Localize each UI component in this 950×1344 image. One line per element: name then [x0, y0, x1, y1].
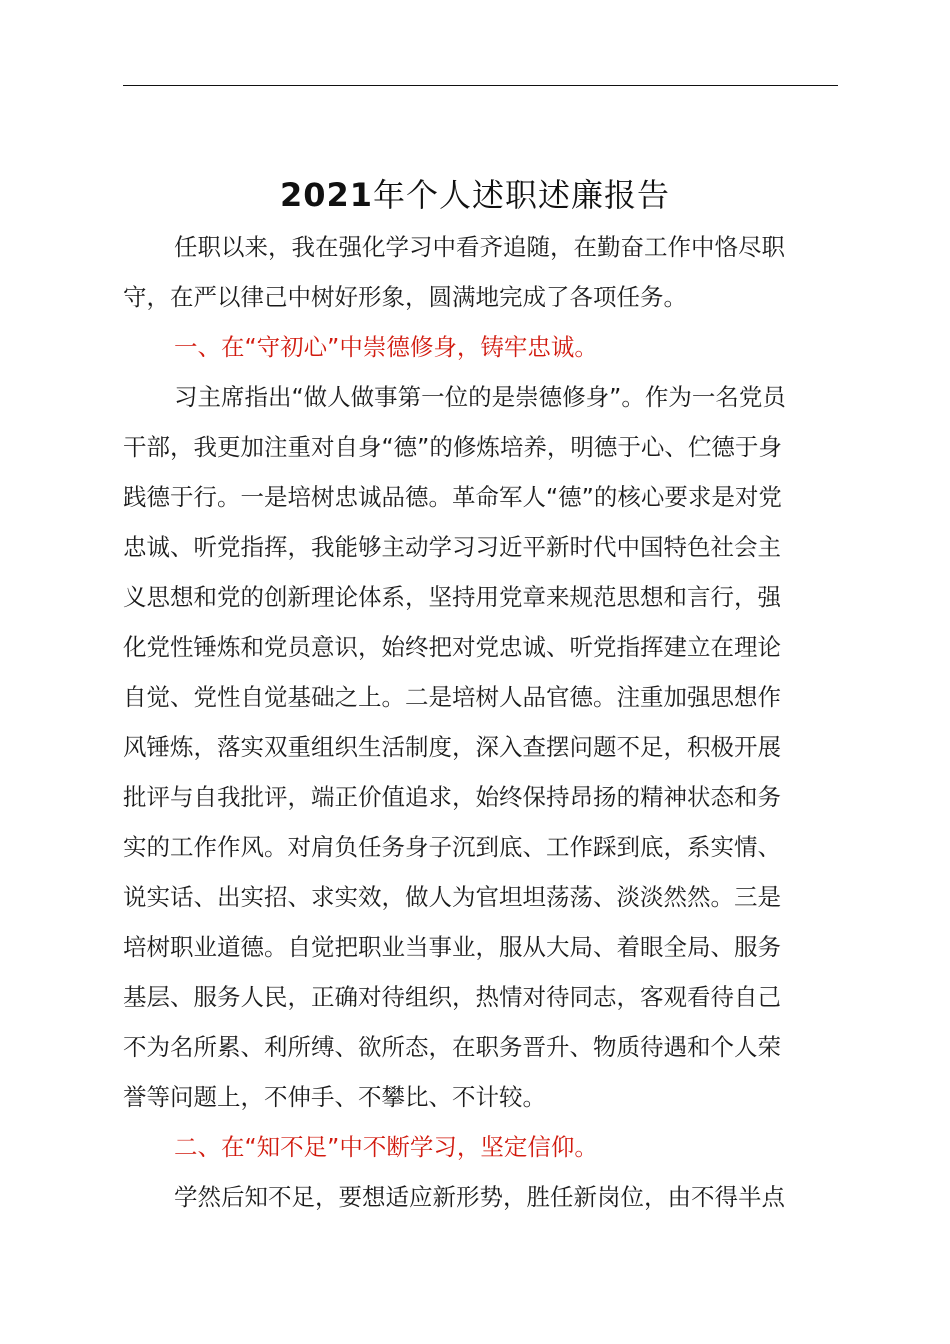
text-line: 批评与自我批评，端正价值追求，始终保持昂扬的精神状态和务 [123, 783, 781, 811]
document-title [0, 169, 950, 221]
paragraph-section-2 [123, 1172, 840, 1222]
title-year: 2021 [279, 176, 374, 215]
heading-line: 一、在“守初心”中崇德修身，铸牢忠诚。 [174, 333, 598, 361]
text-line: 学然后知不足，要想适应新形势，胜任新岗位，由不得半点 [174, 1183, 785, 1211]
text-line: 任职以来，我在强化学习中看齐追随，在勤奋工作中恪尽职 [174, 233, 785, 261]
text-line: 不为名所累、利所缚、欲所态，在职务晋升、物质待遇和个人荣 [123, 1033, 781, 1061]
text-line: 化党性锤炼和党员意识，始终把对党忠诚、听党指挥建立在理论 [123, 633, 781, 661]
document-body [123, 222, 840, 1222]
text-line: 干部，我更加注重对自身“德”的修炼培养，明德于心、伫德于身 [123, 433, 782, 461]
text-line: 义思想和党的创新理论体系，坚持用党章来规范思想和言行，强 [123, 583, 781, 611]
text-line: 习主席指出“做人做事第一位的是崇德修身”。作为一名党员 [174, 383, 786, 411]
text-line: 践德于行。一是培树忠诚品德。革命军人“德”的核心要求是对党 [123, 483, 782, 511]
text-line: 风锤炼，落实双重组织生活制度，深入查摆问题不足，积极开展 [123, 733, 781, 761]
header-rule [123, 85, 838, 86]
text-line: 自觉、党性自觉基础之上。二是培树人品官德。注重加强思想作 [123, 683, 781, 711]
section-heading-1 [123, 322, 840, 372]
paragraph-intro [123, 222, 840, 322]
text-line: 培树职业道德。自觉把职业当事业，服从大局、着眼全局、服务 [123, 933, 781, 961]
paragraph-section-1 [123, 372, 840, 1122]
section-heading-2 [123, 1122, 840, 1172]
text-line: 基层、服务人民，正确对待组织，热情对待同志，客观看待自己 [123, 983, 781, 1011]
text-line: 誉等问题上，不伸手、不攀比、不计较。 [123, 1083, 546, 1111]
text-line: 守，在严以律己中树好形象，圆满地完成了各项任务。 [123, 283, 687, 311]
text-line: 忠诚、听党指挥，我能够主动学习习近平新时代中国特色社会主 [123, 533, 781, 561]
heading-line: 二、在“知不足”中不断学习，坚定信仰。 [174, 1133, 598, 1161]
text-line: 说实话、出实招、求实效，做人为官坦坦荡荡、淡淡然然。三是 [123, 883, 781, 911]
text-line: 实的工作作风。对肩负任务身子沉到底、工作踩到底，系实情、 [123, 833, 781, 861]
title-text: 年个人述职述廉报告 [373, 176, 671, 215]
